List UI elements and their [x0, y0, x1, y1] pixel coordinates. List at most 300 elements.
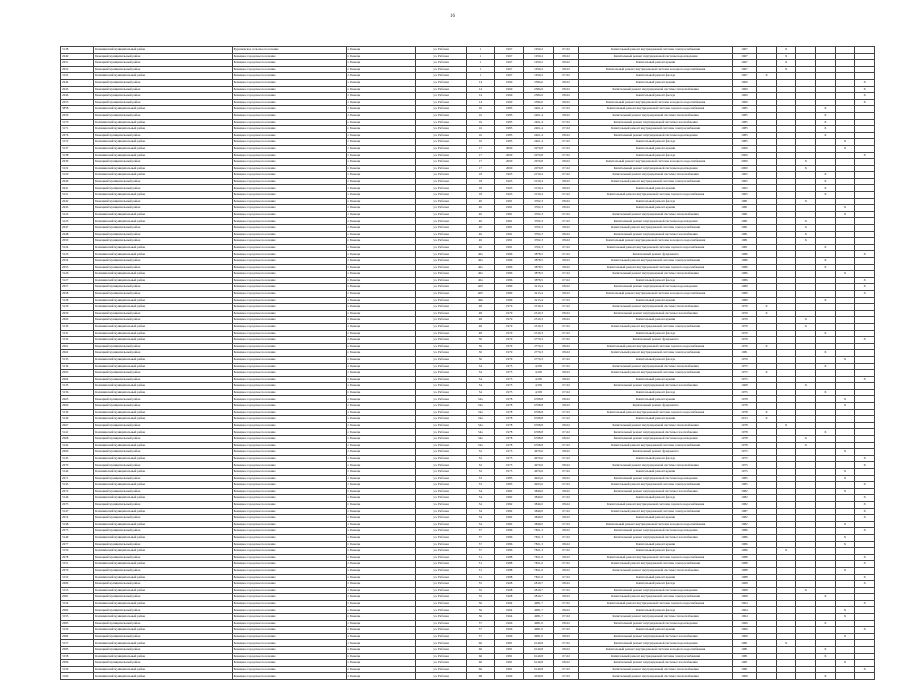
- cell-house-number: 54а: [466, 442, 494, 449]
- cell-mark-4: [816, 99, 836, 106]
- cell-mark-5: X: [835, 211, 855, 218]
- cell-mark-5: [835, 620, 855, 627]
- cell-row-number: 2651: [61, 60, 94, 67]
- cell-build-year: 1978: [494, 442, 523, 449]
- cell-mark-6: X: [855, 79, 875, 86]
- cell-mark-1: [757, 198, 777, 205]
- cell-mark-5: [835, 409, 855, 416]
- cell-municipal-district: Калининский муниципальный район: [94, 409, 233, 416]
- cell-mark-4: [816, 317, 836, 324]
- cell-mark-5: X: [835, 521, 855, 528]
- cell-street: ул. Рабочая: [416, 383, 466, 390]
- cell-house-number: 55: [466, 587, 494, 594]
- cell-work-type: Капитальный ремонт внутридомовой системы электроснабжения: [579, 126, 732, 133]
- cell-settlement: Бежецкое городское поселение: [232, 66, 346, 73]
- cell-mark-5: [835, 297, 855, 304]
- cell-locality: г. Бежецк: [346, 218, 416, 225]
- cell-year: 1975: [732, 370, 757, 377]
- cell-settlement: Бежецкое городское поселение: [232, 488, 346, 495]
- cell-settlement: Бежецкое городское поселение: [232, 495, 346, 502]
- cell-house-number: 40: [466, 205, 494, 212]
- cell-build-year: 1986: [494, 258, 523, 265]
- cell-mark-4: X: [816, 297, 836, 304]
- cell-mark-1: X: [757, 409, 777, 416]
- cell-mark-4: [816, 495, 836, 502]
- cell-settlement: Бежецкое городское поселение: [232, 185, 346, 192]
- cell-mark-3: [796, 284, 816, 291]
- cell-mark-4: [816, 383, 836, 390]
- cell-code: 08-02: [553, 620, 579, 627]
- cell-mark-4: [816, 198, 836, 205]
- cell-locality: г. Бежецк: [346, 251, 416, 258]
- cell-municipal-district: Бежецкий муниципальный район: [94, 317, 233, 324]
- cell-mark-1: [757, 620, 777, 627]
- cell-municipal-district: Калининский муниципальный район: [94, 666, 233, 673]
- cell-area: 2401,4: [524, 132, 553, 139]
- cell-code: 08-02: [553, 132, 579, 139]
- cell-mark-5: [835, 284, 855, 291]
- cell-mark-1: X: [757, 304, 777, 311]
- cell-mark-2: X: [776, 53, 796, 60]
- cell-build-year: 1981: [494, 647, 523, 654]
- cell-mark-1: [757, 567, 777, 574]
- cell-mark-4: [816, 666, 836, 673]
- cell-street: ул. Рабочая: [416, 356, 466, 363]
- cell-area: 3702,3: [524, 244, 553, 251]
- cell-code: 07-02: [553, 383, 579, 390]
- cell-area: 3878,5: [524, 251, 553, 258]
- cell-settlement: Бежецкое городское поселение: [232, 396, 346, 403]
- cell-locality: г. Бежецк: [346, 581, 416, 588]
- cell-municipal-district: Бежецкий муниципальный район: [94, 501, 233, 508]
- cell-work-type: Капитальный ремонт внутридомовой системы электроснабжения: [579, 442, 732, 449]
- cell-house-number: 40: [466, 231, 494, 238]
- cell-mark-1: [757, 93, 777, 100]
- cell-build-year: 1966: [494, 633, 523, 640]
- cell-row-number: 2682: [61, 607, 94, 614]
- cell-row-number: 2667: [61, 422, 94, 429]
- cell-code: 08-02: [553, 422, 579, 429]
- table-row: [61, 244, 875, 251]
- cell-mark-1: [757, 561, 777, 568]
- cell-house-number: 54: [466, 521, 494, 528]
- cell-mark-6: [855, 323, 875, 330]
- cell-house-number: 16: [466, 139, 494, 146]
- cell-mark-4: [816, 290, 836, 297]
- cell-area: 3213,4: [524, 284, 553, 291]
- cell-municipal-district: Калининский муниципальный район: [94, 363, 233, 370]
- cell-house-number: 54: [466, 383, 494, 390]
- cell-build-year: 1989: [494, 284, 523, 291]
- cell-street: ул. Рабочая: [416, 508, 466, 515]
- cell-mark-3: [796, 620, 816, 627]
- cell-settlement: Бежецкое городское поселение: [232, 132, 346, 139]
- cell-mark-6: [855, 211, 875, 218]
- cell-code: 08-02: [553, 178, 579, 185]
- cell-year: 1975: [732, 469, 757, 476]
- cell-row-number: 2673: [61, 501, 94, 508]
- cell-year: 1966: [732, 627, 757, 634]
- cell-year: 1967: [732, 66, 757, 73]
- cell-house-number: 57: [466, 534, 494, 541]
- cell-row-number: 3125: [61, 251, 94, 258]
- registry-table-body: [61, 47, 875, 680]
- cell-code: 08-02: [553, 541, 579, 548]
- cell-house-number: 17: [466, 159, 494, 166]
- cell-build-year: 1981: [494, 653, 523, 660]
- cell-area: 2810,7: [524, 581, 553, 588]
- cell-code: 08-02: [553, 647, 579, 654]
- cell-mark-4: [816, 139, 836, 146]
- cell-municipal-district: Бежецкий муниципальный район: [94, 86, 233, 93]
- cell-code: 08-02: [553, 488, 579, 495]
- cell-mark-6: X: [855, 528, 875, 535]
- cell-year: 1975: [732, 462, 757, 469]
- cell-area: 4981,0: [524, 620, 553, 627]
- cell-mark-6: [855, 112, 875, 119]
- cell-mark-3: [796, 192, 816, 199]
- cell-area: 6140,8: [524, 647, 553, 654]
- cell-street: ул. Рабочая: [416, 330, 466, 337]
- cell-code: 07-02: [553, 192, 579, 199]
- table-row: [61, 139, 875, 146]
- cell-mark-4: [816, 561, 836, 568]
- cell-house-number: 48: [466, 317, 494, 324]
- cell-build-year: 1981: [494, 211, 523, 218]
- cell-mark-3: [796, 271, 816, 278]
- cell-municipal-district: Калининский муниципальный район: [94, 469, 233, 476]
- cell-mark-2: [776, 317, 796, 324]
- cell-area: 7821,0: [524, 567, 553, 574]
- cell-year: 1981: [732, 350, 757, 357]
- cell-settlement: Бежецкое городское поселение: [232, 389, 346, 396]
- cell-work-type: Капитальный ремонт внутридомовой системы газоснабжения: [579, 488, 732, 495]
- cell-mark-3: [796, 581, 816, 588]
- cell-mark-4: X: [816, 126, 836, 133]
- cell-settlement: Бежецкое городское поселение: [232, 251, 346, 258]
- cell-mark-2: [776, 330, 796, 337]
- cell-year: 2000: [732, 145, 757, 152]
- cell-locality: г. Бежецк: [346, 99, 416, 106]
- cell-mark-6: X: [855, 581, 875, 588]
- cell-house-number: 1: [466, 73, 494, 80]
- cell-street: ул. Рабочая: [416, 548, 466, 555]
- cell-mark-4: [816, 356, 836, 363]
- cell-row-number: 2660: [61, 317, 94, 324]
- cell-mark-1: [757, 574, 777, 581]
- cell-area: 2810,7: [524, 587, 553, 594]
- table-row: [61, 323, 875, 330]
- cell-street: ул. Рабочая: [416, 482, 466, 489]
- cell-mark-1: [757, 508, 777, 515]
- cell-code: 08-02: [553, 462, 579, 469]
- cell-year: 1988: [732, 561, 757, 568]
- cell-year: 1979: [732, 356, 757, 363]
- cell-mark-4: X: [816, 178, 836, 185]
- cell-municipal-district: Бежецкий муниципальный район: [94, 541, 233, 548]
- cell-street: ул. Рабочая: [416, 561, 466, 568]
- cell-row-number: 2686: [61, 660, 94, 667]
- cell-settlement: Бежецкое городское поселение: [232, 429, 346, 436]
- cell-mark-4: [816, 449, 836, 456]
- cell-mark-4: [816, 501, 836, 508]
- cell-year: 1978: [732, 403, 757, 410]
- cell-row-number: 3138: [61, 47, 94, 54]
- cell-work-type: Капитальный ремонт внутридомовой системы электроснабжения: [579, 350, 732, 357]
- cell-build-year: 1985: [494, 126, 523, 133]
- cell-municipal-district: Калининский муниципальный район: [94, 673, 233, 680]
- cell-mark-4: [816, 482, 836, 489]
- cell-street: ул. Рабочая: [416, 633, 466, 640]
- cell-mark-1: [757, 323, 777, 330]
- cell-mark-3: [796, 178, 816, 185]
- cell-mark-6: [855, 403, 875, 410]
- cell-row-number: 3110: [61, 73, 94, 80]
- cell-mark-4: X: [816, 653, 836, 660]
- cell-row-number: 3171: [61, 126, 94, 133]
- cell-mark-4: [816, 66, 836, 73]
- cell-mark-3: [796, 614, 816, 621]
- cell-mark-3: [796, 350, 816, 357]
- table-row: [61, 653, 875, 660]
- cell-mark-3: [796, 534, 816, 541]
- cell-mark-1: X: [757, 310, 777, 317]
- cell-street: ул. Рабочая: [416, 225, 466, 232]
- cell-row-number: 3129: [61, 304, 94, 311]
- cell-locality: г. Бежецк: [346, 422, 416, 429]
- cell-mark-3: [796, 574, 816, 581]
- cell-area: 2770,3: [524, 350, 553, 357]
- cell-year: 1965: [732, 178, 757, 185]
- cell-area: 2401,4: [524, 112, 553, 119]
- cell-mark-3: [796, 561, 816, 568]
- cell-locality: г. Бежецк: [346, 653, 416, 660]
- cell-build-year: 1975: [494, 462, 523, 469]
- cell-build-year: 2000: [494, 159, 523, 166]
- cell-row-number: 3159: [61, 666, 94, 673]
- cell-year: 1981: [732, 231, 757, 238]
- cell-mark-2: [776, 73, 796, 80]
- cell-build-year: 1982: [494, 515, 523, 522]
- cell-locality: г. Бежецк: [346, 317, 416, 324]
- cell-house-number: 50: [466, 356, 494, 363]
- cell-work-type: Капитальный ремонт крыши: [579, 574, 732, 581]
- cell-area: 4,505: [524, 389, 553, 396]
- table-row: [61, 581, 875, 588]
- cell-mark-5: [835, 581, 855, 588]
- cell-mark-6: [855, 436, 875, 443]
- cell-year: 1981: [732, 205, 757, 212]
- table-row: [61, 534, 875, 541]
- table-row: [61, 449, 875, 456]
- cell-mark-1: [757, 633, 777, 640]
- cell-code: 08-02: [553, 185, 579, 192]
- cell-mark-3: [796, 376, 816, 383]
- cell-mark-1: [757, 541, 777, 548]
- cell-locality: г. Бежецк: [346, 561, 416, 568]
- cell-build-year: 1978: [494, 396, 523, 403]
- cell-mark-1: [757, 60, 777, 67]
- cell-mark-2: [776, 290, 796, 297]
- cell-municipal-district: Калининский муниципальный район: [94, 383, 233, 390]
- cell-mark-1: [757, 185, 777, 192]
- cell-row-number: 2657: [61, 284, 94, 291]
- cell-mark-3: [796, 290, 816, 297]
- cell-mark-6: [855, 614, 875, 621]
- cell-mark-5: [835, 416, 855, 423]
- cell-municipal-district: Калининский муниципальный район: [94, 192, 233, 199]
- cell-row-number: 2652: [61, 66, 94, 73]
- cell-year: 1979: [732, 304, 757, 311]
- cell-street: ул. Рабочая: [416, 231, 466, 238]
- cell-mark-6: X: [855, 600, 875, 607]
- cell-mark-4: X: [816, 112, 836, 119]
- cell-street: ул. Рабочая: [416, 218, 466, 225]
- cell-code: 07-02: [553, 119, 579, 126]
- cell-mark-5: X: [835, 633, 855, 640]
- cell-locality: г. Бежецк: [346, 383, 416, 390]
- cell-mark-2: [776, 469, 796, 476]
- cell-street: ул. Рабочая: [416, 350, 466, 357]
- cell-work-type: Капитальный ремонт фундамента: [579, 337, 732, 344]
- cell-area: 2070,8: [524, 165, 553, 172]
- cell-municipal-district: Бежецкий муниципальный район: [94, 225, 233, 232]
- cell-settlement: Бежецкое городское поселение: [232, 350, 346, 357]
- cell-mark-5: [835, 501, 855, 508]
- cell-code: 07-02: [553, 363, 579, 370]
- cell-year: 1981: [732, 198, 757, 205]
- cell-build-year: 1988: [494, 554, 523, 561]
- cell-mark-1: [757, 627, 777, 634]
- cell-build-year: 1981: [494, 225, 523, 232]
- cell-municipal-district: Бежецкий муниципальный район: [94, 343, 233, 350]
- cell-area: 2401,4: [524, 106, 553, 113]
- cell-code: 07-02: [553, 429, 579, 436]
- cell-mark-5: [835, 106, 855, 113]
- cell-house-number: 66: [466, 640, 494, 647]
- cell-work-type: Капитальный ремонт фасада: [579, 93, 732, 100]
- cell-house-number: 40а: [466, 271, 494, 278]
- cell-mark-6: [855, 198, 875, 205]
- cell-street: ул. Рабочая: [416, 185, 466, 192]
- cell-settlement: Бежецкое городское поселение: [232, 337, 346, 344]
- cell-mark-4: X: [816, 350, 836, 357]
- cell-row-number: 3150: [61, 548, 94, 555]
- cell-code: 08-02: [553, 554, 579, 561]
- cell-mark-3: [796, 53, 816, 60]
- cell-build-year: 1960: [494, 99, 523, 106]
- cell-settlement: Бежецкое городское поселение: [232, 119, 346, 126]
- cell-year: 1967: [732, 73, 757, 80]
- cell-street: ул. Рабочая: [416, 370, 466, 377]
- cell-street: ул. Рабочая: [416, 93, 466, 100]
- cell-area: 3840,0: [524, 488, 553, 495]
- cell-locality: г. Бежецк: [346, 323, 416, 330]
- cell-mark-6: [855, 178, 875, 185]
- cell-area: 4,505: [524, 383, 553, 390]
- cell-house-number: 14: [466, 86, 494, 93]
- cell-mark-3: [796, 330, 816, 337]
- cell-mark-2: X: [776, 640, 796, 647]
- cell-locality: г. Бежецк: [346, 290, 416, 297]
- cell-mark-4: [816, 633, 836, 640]
- cell-mark-1: [757, 317, 777, 324]
- cell-street: ул. Рабочая: [416, 172, 466, 179]
- cell-row-number: 2662: [61, 350, 94, 357]
- cell-mark-1: X: [757, 73, 777, 80]
- cell-locality: г. Бежецк: [346, 403, 416, 410]
- cell-house-number: 40: [466, 244, 494, 251]
- cell-mark-4: X: [816, 172, 836, 179]
- cell-street: ул. Рабочая: [416, 620, 466, 627]
- cell-mark-6: X: [855, 152, 875, 159]
- cell-mark-5: X: [835, 139, 855, 146]
- cell-settlement: Бежецкое городское поселение: [232, 600, 346, 607]
- cell-mark-6: X: [855, 627, 875, 634]
- cell-code: 07-02: [553, 165, 579, 172]
- cell-municipal-district: Бежецкий муниципальный район: [94, 647, 233, 654]
- cell-house-number: 54а: [466, 416, 494, 423]
- cell-municipal-district: Калининский муниципальный район: [94, 330, 233, 337]
- cell-mark-1: [757, 231, 777, 238]
- cell-settlement: Бежецкое городское поселение: [232, 73, 346, 80]
- cell-work-type: Капитальный ремонт внутридомовой системы водоотведения: [579, 475, 732, 482]
- cell-area: 7821,0: [524, 561, 553, 568]
- cell-mark-4: [816, 370, 836, 377]
- cell-area: 4923,6: [524, 475, 553, 482]
- cell-settlement: Бежецкое городское поселение: [232, 264, 346, 271]
- cell-mark-6: [855, 548, 875, 555]
- cell-settlement: Бежецкое городское поселение: [232, 482, 346, 489]
- cell-area: 3702,3: [524, 238, 553, 245]
- cell-locality: г. Бежецк: [346, 205, 416, 212]
- cell-house-number: 51: [466, 561, 494, 568]
- cell-mark-5: X: [835, 396, 855, 403]
- cell-mark-4: [816, 211, 836, 218]
- table-row: [61, 620, 875, 627]
- cell-mark-3: [796, 106, 816, 113]
- cell-mark-3: [796, 66, 816, 73]
- cell-settlement: Бежецкое городское поселение: [232, 290, 346, 297]
- cell-settlement: Бежецкое городское поселение: [232, 627, 346, 634]
- cell-locality: г. Бежецк: [346, 389, 416, 396]
- cell-work-type: Капитальный ремонт внутридомовой системы газоснабжения: [579, 660, 732, 667]
- cell-mark-2: X: [776, 60, 796, 67]
- cell-mark-5: [835, 508, 855, 515]
- cell-street: ул. Рабочая: [416, 73, 466, 80]
- cell-mark-3: [796, 152, 816, 159]
- cell-build-year: 1982: [494, 521, 523, 528]
- cell-mark-5: [835, 60, 855, 67]
- cell-year: 1986: [732, 258, 757, 265]
- cell-locality: г. Бежецк: [346, 554, 416, 561]
- cell-settlement: Бежецкое городское поселение: [232, 436, 346, 443]
- cell-build-year: 1975: [494, 469, 523, 476]
- cell-work-type: Капитальный ремонт крыши: [579, 541, 732, 548]
- cell-mark-5: [835, 225, 855, 232]
- cell-mark-4: [816, 587, 836, 594]
- cell-locality: г. Бежецк: [346, 607, 416, 614]
- cell-code: 08-02: [553, 581, 579, 588]
- cell-work-type: Капитальный ремонт внутридомовой системы теплоснабжения: [579, 666, 732, 673]
- cell-mark-4: [816, 574, 836, 581]
- cell-year: 1978: [732, 409, 757, 416]
- cell-house-number: 54а: [466, 436, 494, 443]
- cell-mark-1: [757, 165, 777, 172]
- cell-mark-1: [757, 258, 777, 265]
- cell-year: 1960: [732, 93, 757, 100]
- cell-mark-6: [855, 185, 875, 192]
